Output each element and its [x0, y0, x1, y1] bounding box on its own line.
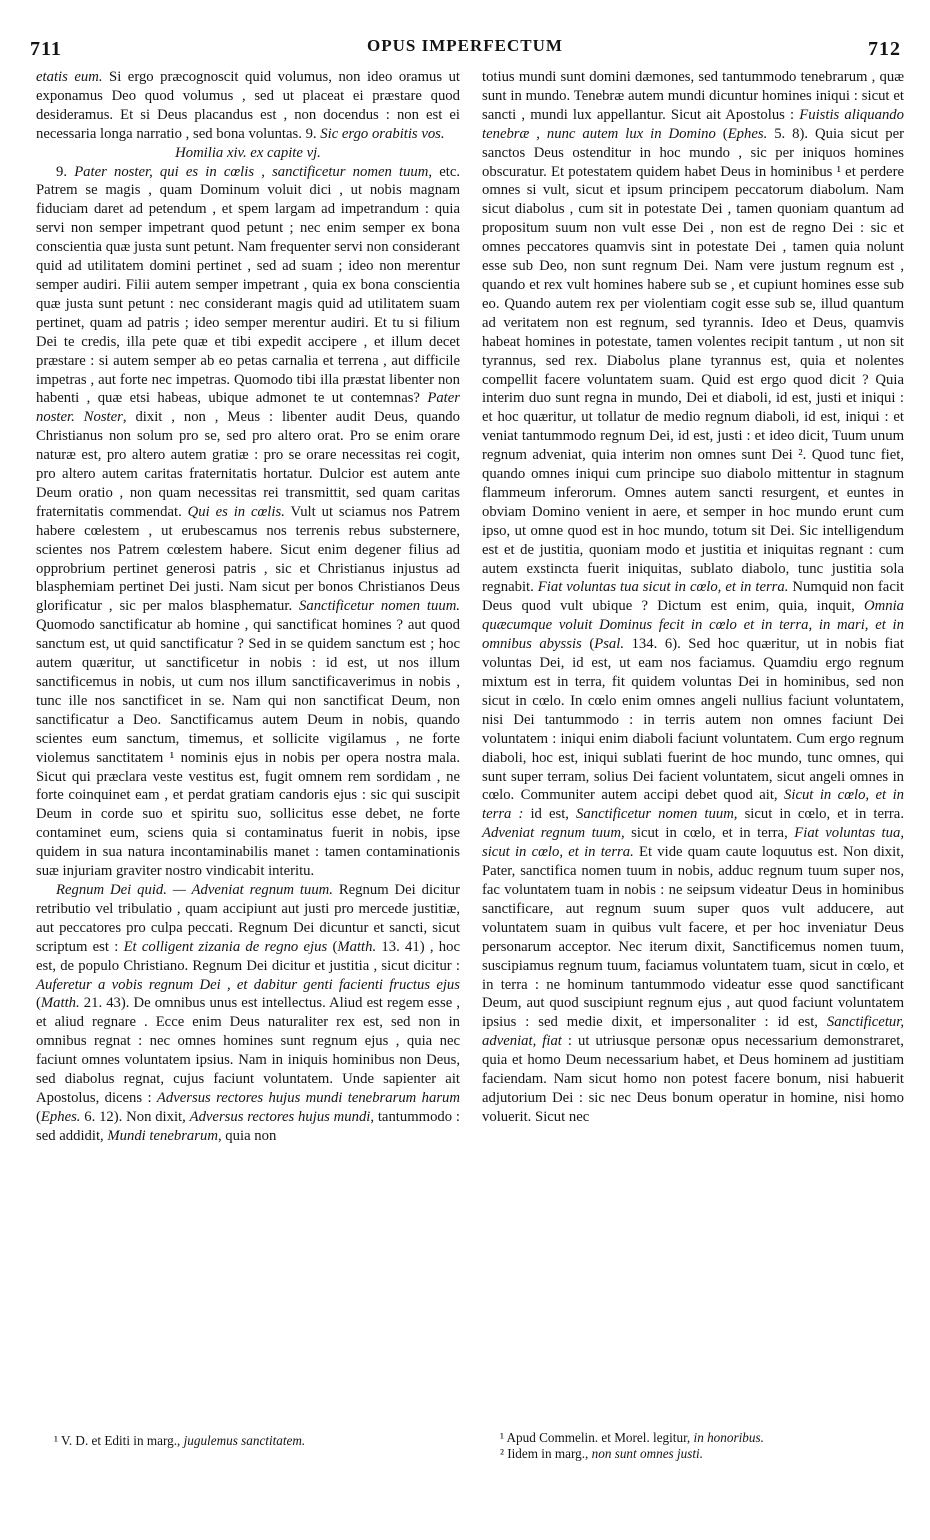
footnote: ¹ Apud Commelin. et Morel. legitur, in honoribus.	[500, 1430, 764, 1445]
italic-run: Fiat voluntas tua, sicut in cœlo, et in terra.	[482, 825, 904, 861]
italic-run: Adversus rectores hujus mundi tenebrarum harum	[156, 1089, 460, 1106]
italic-run: Mundi tenebrarum	[107, 1127, 218, 1144]
footnote: ² Iidem in marg., non sunt omnes justi.	[500, 1446, 703, 1461]
italic-run: Pater noster. Noster	[36, 390, 460, 426]
italic-run: in honoribus.	[693, 1430, 764, 1445]
italic-run: Sanctificetur, adveniat, fiat	[482, 1014, 904, 1050]
italic-run: etatis eum.	[36, 69, 103, 85]
italic-run: Matth.	[337, 938, 377, 955]
italic-run: Sanctificetur nomen tuum.	[299, 598, 460, 615]
left-page-number: 711	[30, 38, 62, 60]
italic-run: non sunt omnes justi.	[591, 1446, 703, 1461]
italic-run: jugulemus sanctitatem.	[183, 1433, 306, 1448]
right-page-number: 712	[868, 38, 901, 60]
italic-run: Pater noster, qui es in cœlis , sanctificetur nomen tuum	[74, 163, 429, 180]
italic-run: Sicut in cœlo, et in terra :	[482, 787, 904, 823]
homily-heading: Homilia xiv. ex capite vj.	[175, 144, 321, 161]
italic-run: Ephes.	[40, 1108, 81, 1125]
paragraph: Regnum Dei quid. — Adveniat regnum tuum. Regnum Dei dicitur retributio vel tribulatio , quam accipiunt aut justi pro mercede justitiæ, aut peccatores pro culpa peccati. Regnum Dei dicuntur et sancti, sicut scriptum est : Et colligent zizania de regno ejus (Matth. 13. 41) , hoc est, de populo Christiano. Regnum Dei dicitur et justitia , sicut dicitur : Auferetur a vobis regnum Dei , et dabitur genti facienti fructus ejus (Matth. 21. 43). De omnibus unus est intellectus. Aliud est regem esse , et aliud regnare . Ecce enim Deus naturaliter rex est, sed non in omnibus regnat : nec omnes homines sunt regnum ejus , quia nec faciunt omnes voluntatem ipsius. Nam in iniquis hominibus non Deus, sed diabolus regnat, cujus faciunt voluntatem. Unde sapienter ait Apostolus, dicens : Adversus rectores hujus mundi tenebrarum harum (Ephes. 6. 12). Non dixit, Adversus rectores hujus mundi, tantummodo : sed addidit, Mundi tenebrarum, quia non	[36, 881, 460, 1144]
italic-run: Sic ergo orabitis vos.	[320, 125, 445, 142]
italic-run: Regnum Dei quid. — Adveniat regnum tuum.	[56, 881, 333, 898]
italic-run: Et colligent zizania de regno ejus	[123, 938, 328, 955]
italic-run: Qui es in cœlis.	[187, 503, 285, 520]
italic-run: Fuistis aliquando tenebræ , nunc autem lux in Domino	[482, 106, 904, 142]
italic-run: Matth.	[40, 995, 80, 1012]
italic-run: Fiat voluntas tua sicut in cœlo, et in terra.	[537, 579, 789, 596]
italic-run: Auferetur a vobis regnum Dei , et dabitur genti facienti fructus ejus	[36, 976, 460, 993]
right-column	[482, 68, 904, 1127]
italic-run: Omnia quæcumque voluit Dominus fecit in cœlo et in terra, in mari, et in omnibus abyssis	[482, 598, 904, 653]
paragraph: totius mundi sunt domini dæmones, sed tantummodo tenebrarum , quæ sunt in mundo. Tenebræ autem mundi dicuntur homines iniqui : sicut et sancti , mundi lux appellantur. Sicut ait Apostolus : Fuistis aliquando tenebræ , nunc autem lux in Domino (Ephes. 5. 8). Quia sicut per sanctos Deus ostenditur in hoc mundo , sic per iniquos homines obscuratur. Et potestatem quidem habet Deus in hominibus ¹ et perdere omnes si vult, sicut et ipsum principem peccatorum diabolum. Nam sicut diabolus , cum sit in potestate Dei , tamen quoniam quantum ad propositum suum non vult esse Dei , non est de regno Dei : sic et omnes peccatores quamvis sint in potestate Dei , tamen quia nolunt esse sub Deo, non sunt regnum Dei. Nam vere justum regnum est , quando et rex vult homines habere sub se , et cupiunt homines esse sub eo. Quando autem rex per violentiam cogit esse sub se, illud quantum ad veritatem non est regnum, sed tyrannis. Ideo et Deus, quamvis habeat homines in potestate, tamen volentes recipit tantum , ut non sit tyrannus, sed rex. Diabolus plane tyrannus est, quia et nolentes compellit facere voluntatem suam. Quid est ergo quod dicit ? Quia interim duo sunt regna in mundo, Dei et diaboli, id est, justi et iniqui : et hoc quæritur, ut tollatur de medio regnum diaboli, id est, iniqui : et veniat tantummodo regnum Dei, id est, justi : et ideo dicit, Tuum unum regnum adveniat, quia interim non omnes sunt Dei ². Quod tunc fiet, quando omnes iniqui cum principe suo diabolo mittentur in stagnum flammeum inferorum. Omnes autem sancti resurgent, et euntes in obviam Domino venient in aere, et semper in hoc mundo erunt cum ipso, ut omne quod est in hoc mundo, totum sit Dei. Sic intelligendum est et de justitia, quoniam modo et justitia et iniquitas regnant : cum autem exstincta fuerit iniquitas, sublato diabolo, tunc justitia sola regnabit. Fiat voluntas tua sicut in cœlo, et in terra. Numquid non facit Deus quod vult ubique ? Dictum est enim, quia, inquit, Omnia quæcumque voluit Dominus fecit in cœlo et in terra, in mari, et in omnibus abyssis (Psal. 134. 6). Sed hoc quæritur, ut in nobis fiat voluntas Dei, id est, ut eam nos faciamus. Quamdiu ergo regnum mixtum est in terra, fit quidem voluntas Dei in hominibus, sed non sicut in cœlo. In cœlo enim omnes angeli nullius faciunt voluntatem, nisi Dei tantummodo : in terris autem non omnes faciunt Dei voluntatem : iniqui enim diaboli faciunt voluntatem. Cum ergo regnum diaboli, hoc est, iniqui sublati fuerint de hoc mundo, tunc omnes, qui sunt super terram, solius Dei facient voluntatem, sicut angeli omnes in cœlo. Communiter autem accipi debet quod ait, Sicut in cœlo, et in terra : id est, Sanctificetur nomen tuum, sicut in cœlo, et in terra. Adveniat regnum tuum, sicut in cœlo, et in terra, Fiat voluntas tua, sicut in cœlo, et in terra. Et vide quam caute loquutus est. Non dixit, Pater, sanctifica nomen tuum in nobis, adduc regnum tuum super nos, fac voluntatem tuam in nobis : ne seipsum videatur Deus in hominibus sanctificare, aut regnum suum super quos vult adducere, aut voluntatem suam in quibus vult facere, et per hoc inveniatur Deus personarum acceptor. Nec iterum dixit, Sanctificemus nomen tuum, suscipiamus regnum tuum, faciamus voluntatem tuam, sicut in cœlo, et in terra : ne hominum tantummodo videatur esse quod sanctificant Deum, aut quod suscipiunt regnum ejus , aut quod faciunt voluntatem ipsius : sed medie dixit, et impersonaliter : id est, Sanctificetur, adveniat, fiat : ut utriusque personæ opus necessarium demonstraret, quia et homo Deum necessarium habet, et Deus hominem ad justitiam faciendam. Nam sicut homo non potest facere bonum, nisi habuerit adjutorium Dei : sic nec Deus bonum operatur in homine, nisi homo voluerit. Sicut nec	[482, 69, 905, 1125]
paragraph: 9. Pater noster, qui es in cœlis , sanctificetur nomen tuum, etc. Patrem se magis , quam Dominum voluit dici , ut nobis magnam fiduciam daret ad petendum , et spem largam ad impetrandum : quia servi non semper impetrant quod petunt ; nec enim semper ex bona conscientia quæ justa sunt petunt. Nam frequenter servi non considerant quid ad utilitatem domini pertinet , sed ad suam ; ideo non merentur semper audiri. Filii autem semper impetrant , quia ex bona conscientia quæ justa sunt petunt : nec considerant magis quid ad utilitatem suam pertinet, quam ad patris ; ideo semper merentur audiri. Et tu si filium Dei te credis, illa pete quæ et tibi expedit accipere , et illum decet præstare : si autem semper ab eo petas carnalia et terrena , aut difficile impetras , aut forte nec impetras. Quomodo tibi illa præstat libenter non habenti , quæ etsi habeas, ubique admonet te ut contemnas? Pater noster. Noster, dixit , non , Meus : libenter audit Deus, quando Christianus non solum pro se, sed pro altero orat. Pro se enim orare naturæ est, pro altero autem gratiæ : pro se orare necessitas rei cogit, pro altero autem caritas fraternitatis hortatur. Dulcior est autem ante Deum oratio , non quam necessitas rei transmittit, sed quam caritas fraternitatis commendat. Qui es in cœlis. Vult ut sciamus nos Patrem habere cœlestem , ut erubescamus nos terrenis rebus substernere, scientes nos Patrem cœlestem habere. Sicut enim degener filius ad opprobrium pertinet generosi patris , sic et Christianus injustus ad blasphemiam pertinet Dei justi. Nam sicut per bonos Christianos Deus glorificatur , sic per malos blasphematur. Sanctificetur nomen tuum. Quomodo sanctificatur ab homine , qui sanctificat homines ? aut quod sanctum est, ut quid sanctificatur ? Sed in se quidem sanctum est ; hoc autem quæritur, ut sanctificetur in nobis : id est, ut nos illum sanctificemus in nobis, ut cum nos illum sanctificaverimus in nobis , tunc ille nos sanctificet in se. Nam qui non sanctificat Deum, non sanctificatur a Deo. Sanctificamus autem Deum in nobis, quando scientes eum sanctum, timemus, et sollicite vigilamus , ne forte violemus sanctitatem ¹ nominis ejus in nobis per opera nostra mala. Sicut qui præclara veste vestitus est, fugit omnem rem sordidam , ne forte coinquinet eam , et perdat gratiam candoris ejus : sic qui suscipit Deum in corde suo et spiritu suo, sollicitus esse debet, ne forte contaminet eum, sciens quia si contaminatus fuerit in nobis, ipse quidem in sua natura incontaminabilis manet : tamen contaminationis suæ injuriam graviter nostro vindicabit interitu.	[36, 163, 461, 880]
italic-run: Adversus rectores hujus mundi	[189, 1108, 371, 1125]
italic-run: Sanctificetur nomen tuum,	[576, 806, 738, 823]
footnotes-right	[482, 1430, 904, 1462]
paragraph: etatis eum. Si ergo præcognoscit quid volumus, non ideo oramus ut exponamus Deo quod volumus , sed ut placeat ei præstare quod desideramus. Et si Deus placandus est , non docendus : non est ei necessaria longa narratio , sed bona voluntas. 9. Sic ergo orabitis vos.	[36, 69, 461, 142]
footnotes-left	[36, 1433, 460, 1449]
footnote: ¹ V. D. et Editi in marg., jugulemus sanctitatem.	[54, 1433, 306, 1448]
left-column	[36, 68, 460, 1146]
italic-run: Psal.	[594, 636, 625, 653]
italic-run: Adveniat regnum tuum,	[482, 825, 625, 842]
page-header	[0, 30, 930, 70]
running-title: OPUS IMPERFECTUM	[367, 36, 563, 55]
italic-run: Ephes.	[727, 125, 768, 142]
